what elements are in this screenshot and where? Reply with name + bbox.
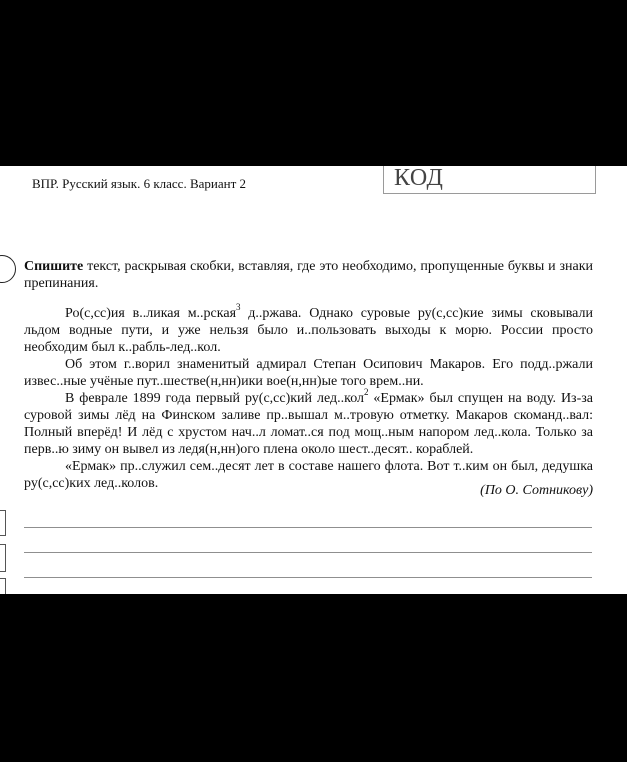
worksheet-page: [0, 166, 627, 594]
answer-line-2[interactable]: [24, 552, 592, 553]
text-author: (По О. Сотникову): [480, 483, 593, 498]
paragraph-3: [24, 387, 593, 458]
task-number-circle: [0, 255, 16, 283]
paragraph-3-start: В феврале 1899 года первый ру(с,сс)кий лед..кол: [65, 391, 364, 406]
footnote-mark-2: 2: [364, 387, 369, 398]
task-instruction: [24, 258, 593, 292]
instruction-text: текст, раскрывая скобки, вставляя, где это необходимо, пропущенные буквы и знаки препинания.: [24, 259, 593, 291]
paragraph-1-end: д..ржава. Однако суровые ру(с,сс)кие зимы сковывали льдом водные пути, и уже нельзя было и..пользовать выходы к морю. России просто необходим был к..рабль-лед..кол.: [24, 306, 593, 355]
page-header: ВПР. Русский язык. 6 класс. Вариант 2: [32, 176, 246, 191]
answer-line-3[interactable]: [24, 577, 592, 578]
exercise-text: [24, 302, 593, 492]
paragraph-4: «Ермак» пр..служил сем..десят лет в составе нашего флота. Вот т..ким он был, дедушка ру(с,сс)ких лед..колов.: [24, 459, 593, 491]
code-label: КОД: [394, 166, 444, 191]
score-box-3: [0, 578, 6, 594]
paragraph-1: [24, 302, 593, 356]
paragraph-1-start: Ро(с,сс)ия в..ликая м..рская: [65, 306, 237, 321]
paragraph-3-end: «Ермак» был спущен на воду. Из-за суровой зимы лёд на Финском заливе пр..вышал м..тровую отметку. Макаров скоманд..вал: Полный вперёд! И лёд с хрустом нач..л ломат..ся под мощ..ным напором лед..кола. Только за перв..ю зиму он вывел из ледя(н,нн)ого плена около шест..десят.. кораблей.: [24, 391, 593, 457]
code-box: [383, 166, 596, 194]
answer-line-1[interactable]: [24, 527, 592, 528]
footnote-mark-3: 3: [236, 302, 241, 313]
paragraph-2: Об этом г..ворил знаменитый адмирал Степан Осипович Макаров. Его подд..ржали извес..ные учёные пут..шестве(н,нн)ики вое(н,нн)ые того врем..ни.: [24, 357, 593, 389]
instruction-verb: Спишите: [24, 259, 84, 274]
score-box-1: [0, 510, 6, 536]
score-box-2: [0, 544, 6, 572]
